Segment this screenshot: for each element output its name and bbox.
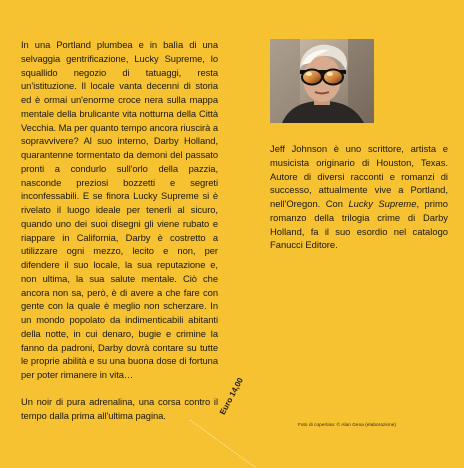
book-title: Lucky Supreme: [348, 198, 417, 209]
price-label: Euro 14,00: [218, 376, 245, 417]
synopsis-paragraph: In una Portland plumbea e in balìa di una selvaggia gentrificazione, Lucky Supreme, lo squallido negozio di tatuaggi, resta un'istituzione. Il locale vanta decenni di storia ed è ormai un'enorme croce nera sulla mappa mentale della brulicante vita notturna della Città Vecchia. Ma per quanto tempo ancora riuscirà a sopravvivere? Al suo interno, Darby Holland, quarantenne tormentato da demoni del passato pronti a condurlo sull'orlo della pazzia, nasconde preziosi bozzetti e segreti inconfessabili. E se finora Lucky Supreme si è rivelato il luogo ideale per tenerli al sicuro, quando uno dei suoi disegni gli viene rubato e riappare in California, Darby è costretto a utilizzare ogni mezzo, lecito e non, per difendere il suo locale, la sua reputazione e, non ultima, la sua salute mentale. Ciò che ancora non sa, però, è di avere a che fare con gente con la quale è meglio non scherzare. In un mondo popolato da indimenticabili abitanti della notte, in cui denaro, bugie e crimine la fanno da padroni, Darby dovrà contare su tutte le proprie abilità e su una buona dose di fortuna per poter rimanere in vita…: [21, 39, 218, 380]
author-bio: [270, 142, 448, 252]
tagline-paragraph: Un noir di pura adrenalina, una corsa contro il tempo dalla prima all'ultima pagina.: [21, 395, 218, 421]
synopsis-column: [21, 38, 218, 422]
author-bio-text-end: , primo romanzo della trilogia crime di Darby Holland, fa il suo esordio nel catalogo Fanucci Editore.: [270, 198, 449, 251]
photo-credit: Foto di copertina: © Alan Gena (elaborazione): [298, 422, 397, 427]
author-bio-text: Jeff Johnson è uno scrittore, artista e musicista originario di Houston, Texas. Autore di diversi racconti e romanzi di successo, attualmente vive a Portland, nell'Oregon. Con: [270, 143, 448, 209]
author-photo: [270, 39, 374, 123]
